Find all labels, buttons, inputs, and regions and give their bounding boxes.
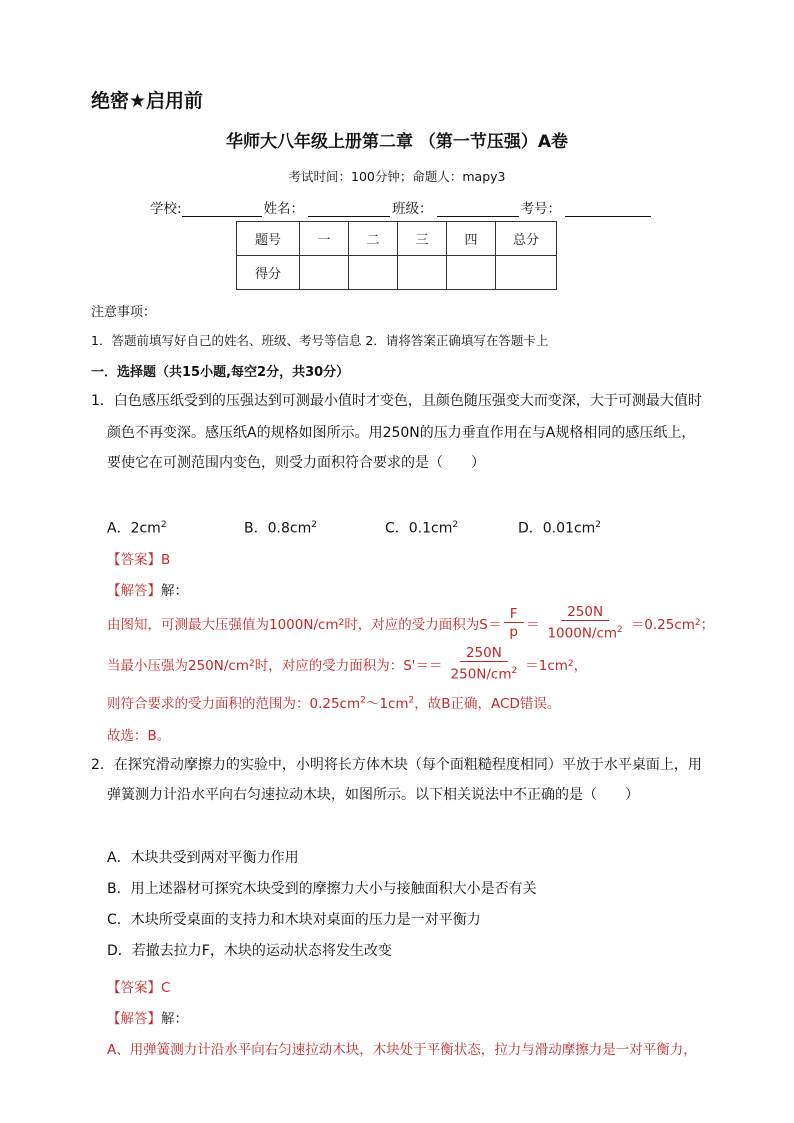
score-cell[interactable] [496,256,557,290]
q1-option-c[interactable]: C．$0.1cm^2$ [385,520,459,537]
section-heading: 一．选择题（共15小题,每空2分，共30分） [91,365,350,380]
q2-option-d[interactable]: D．若撤去拉力F，木块的运动状态将发生改变 [107,943,392,959]
score-header-cell: 二 [349,222,398,256]
exam-no-label: 考号： [520,201,562,217]
school-field[interactable] [182,201,262,217]
score-cell[interactable] [300,256,349,290]
q2-solution-line1: A、用弹簧测力计沿水平向右匀速拉动木块，木块处于平衡状态，拉力与滑动摩擦力是一对平衡力， [107,1042,697,1058]
score-header-cell: 总分 [496,222,557,256]
q1-solution-line1: 由图知，可测最大压强值为1000N/cm 2 时，对应的受力面积为S＝ $\frac{F}{p}$ ＝ $\frac{250N}{1000N/cm^2}$ ＝0.25cm 2 ； [107,604,715,642]
score-table-score-row [237,256,557,290]
exam-no-field[interactable] [565,201,651,217]
score-row-label: 得分 [237,256,300,290]
notes-line: 1．答题前填写好自己的姓名、班级、考号等信息 2．请将答案正确填写在答题卡上 [91,333,549,348]
q1-option-d[interactable]: D．$0.01cm^2$ [518,520,602,537]
q2-option-a[interactable]: A．木块共受到两对平衡力作用 [107,850,299,866]
score-header-cell: 三 [398,222,447,256]
score-table [236,221,557,290]
score-table-header-row [237,222,557,256]
q2-analysis-tag: 【解答】解： [107,1011,188,1027]
fraction-250n-over-1000: $\frac{250N}{1000N/cm^2}$ [547,604,623,642]
q1-analysis-tag: 【解答】解： [107,583,188,599]
notes-heading: 注意事项： [91,305,157,320]
q1-stem-line3: 要使它在可测范围内变色，则受力面积符合要求的是（ ） [107,455,485,471]
q1-option-a[interactable]: A．$2cm^2$ [107,520,167,537]
q1-solution-line2: 当最小压强为250N/cm 2 时，对应的受力面积为：S'＝＝ $\frac{250N}{250N/cm^2}$ ＝1cm 2 ， [107,645,588,683]
q2-option-b[interactable]: B．用上述器材可探究木块受到的摩擦力大小与接触面积大小是否有关 [107,881,537,897]
student-info-fields [150,197,653,217]
name-label: 姓名： [263,201,305,217]
q2-stem-line2: 弹簧测力计沿水平向右匀速拉动木块，如图所示。以下相关说法中不正确的是（ ） [107,787,639,803]
page-title: 华师大八年级上册第二章 （第一节压强）A卷 [225,132,569,152]
q1-answer: 【答案】B [107,552,171,568]
score-header-cell: 四 [447,222,496,256]
class-field[interactable] [437,201,519,217]
fraction-250n-over-250: $\frac{250N}{250N/cm^2}$ [450,645,518,683]
score-cell[interactable] [398,256,447,290]
q1-stem-line1: 1．白色感压纸受到的压强达到可测最小值时才变色，且颜色随压强变大而变深，大于可测最大值时 [91,393,702,409]
q1-conclusion: 故选：B。 [107,728,171,744]
school-label: 学校: [150,201,182,217]
q2-answer: 【答案】C [107,980,171,996]
fraction-f-over-p: $\frac{F}{p}$ [503,606,524,641]
q1-solution-line3: 则符合要求的受力面积的范围为：$0.25cm^2\sim 1cm^2$，故B正确，ACD错误。 [107,695,561,712]
class-label: 班级： [392,201,433,217]
score-cell[interactable] [349,256,398,290]
q1-option-b[interactable]: B．$0.8cm^2$ [244,520,317,537]
confidential-label: 绝密★启用前 [91,90,204,112]
score-cell[interactable] [447,256,496,290]
score-header-cell: 一 [300,222,349,256]
name-field[interactable] [308,201,390,217]
q2-stem-line1: 2．在探究滑动摩擦力的实验中，小明将长方体木块（每个面粗糙程度相同）平放于水平桌面上，用 [91,757,702,773]
q1-stem-line2: 颜色不再变深。感压纸A的规格如图所示。用250N的压力垂直作用在与A规格相同的感压纸上， [107,425,696,441]
q2-option-c[interactable]: C．木块所受桌面的支持力和木块对桌面的压力是一对平衡力 [107,912,481,928]
exam-info: 考试时间：100分钟；命题人：mapy3 [288,169,506,184]
score-header-cell: 题号 [237,222,300,256]
